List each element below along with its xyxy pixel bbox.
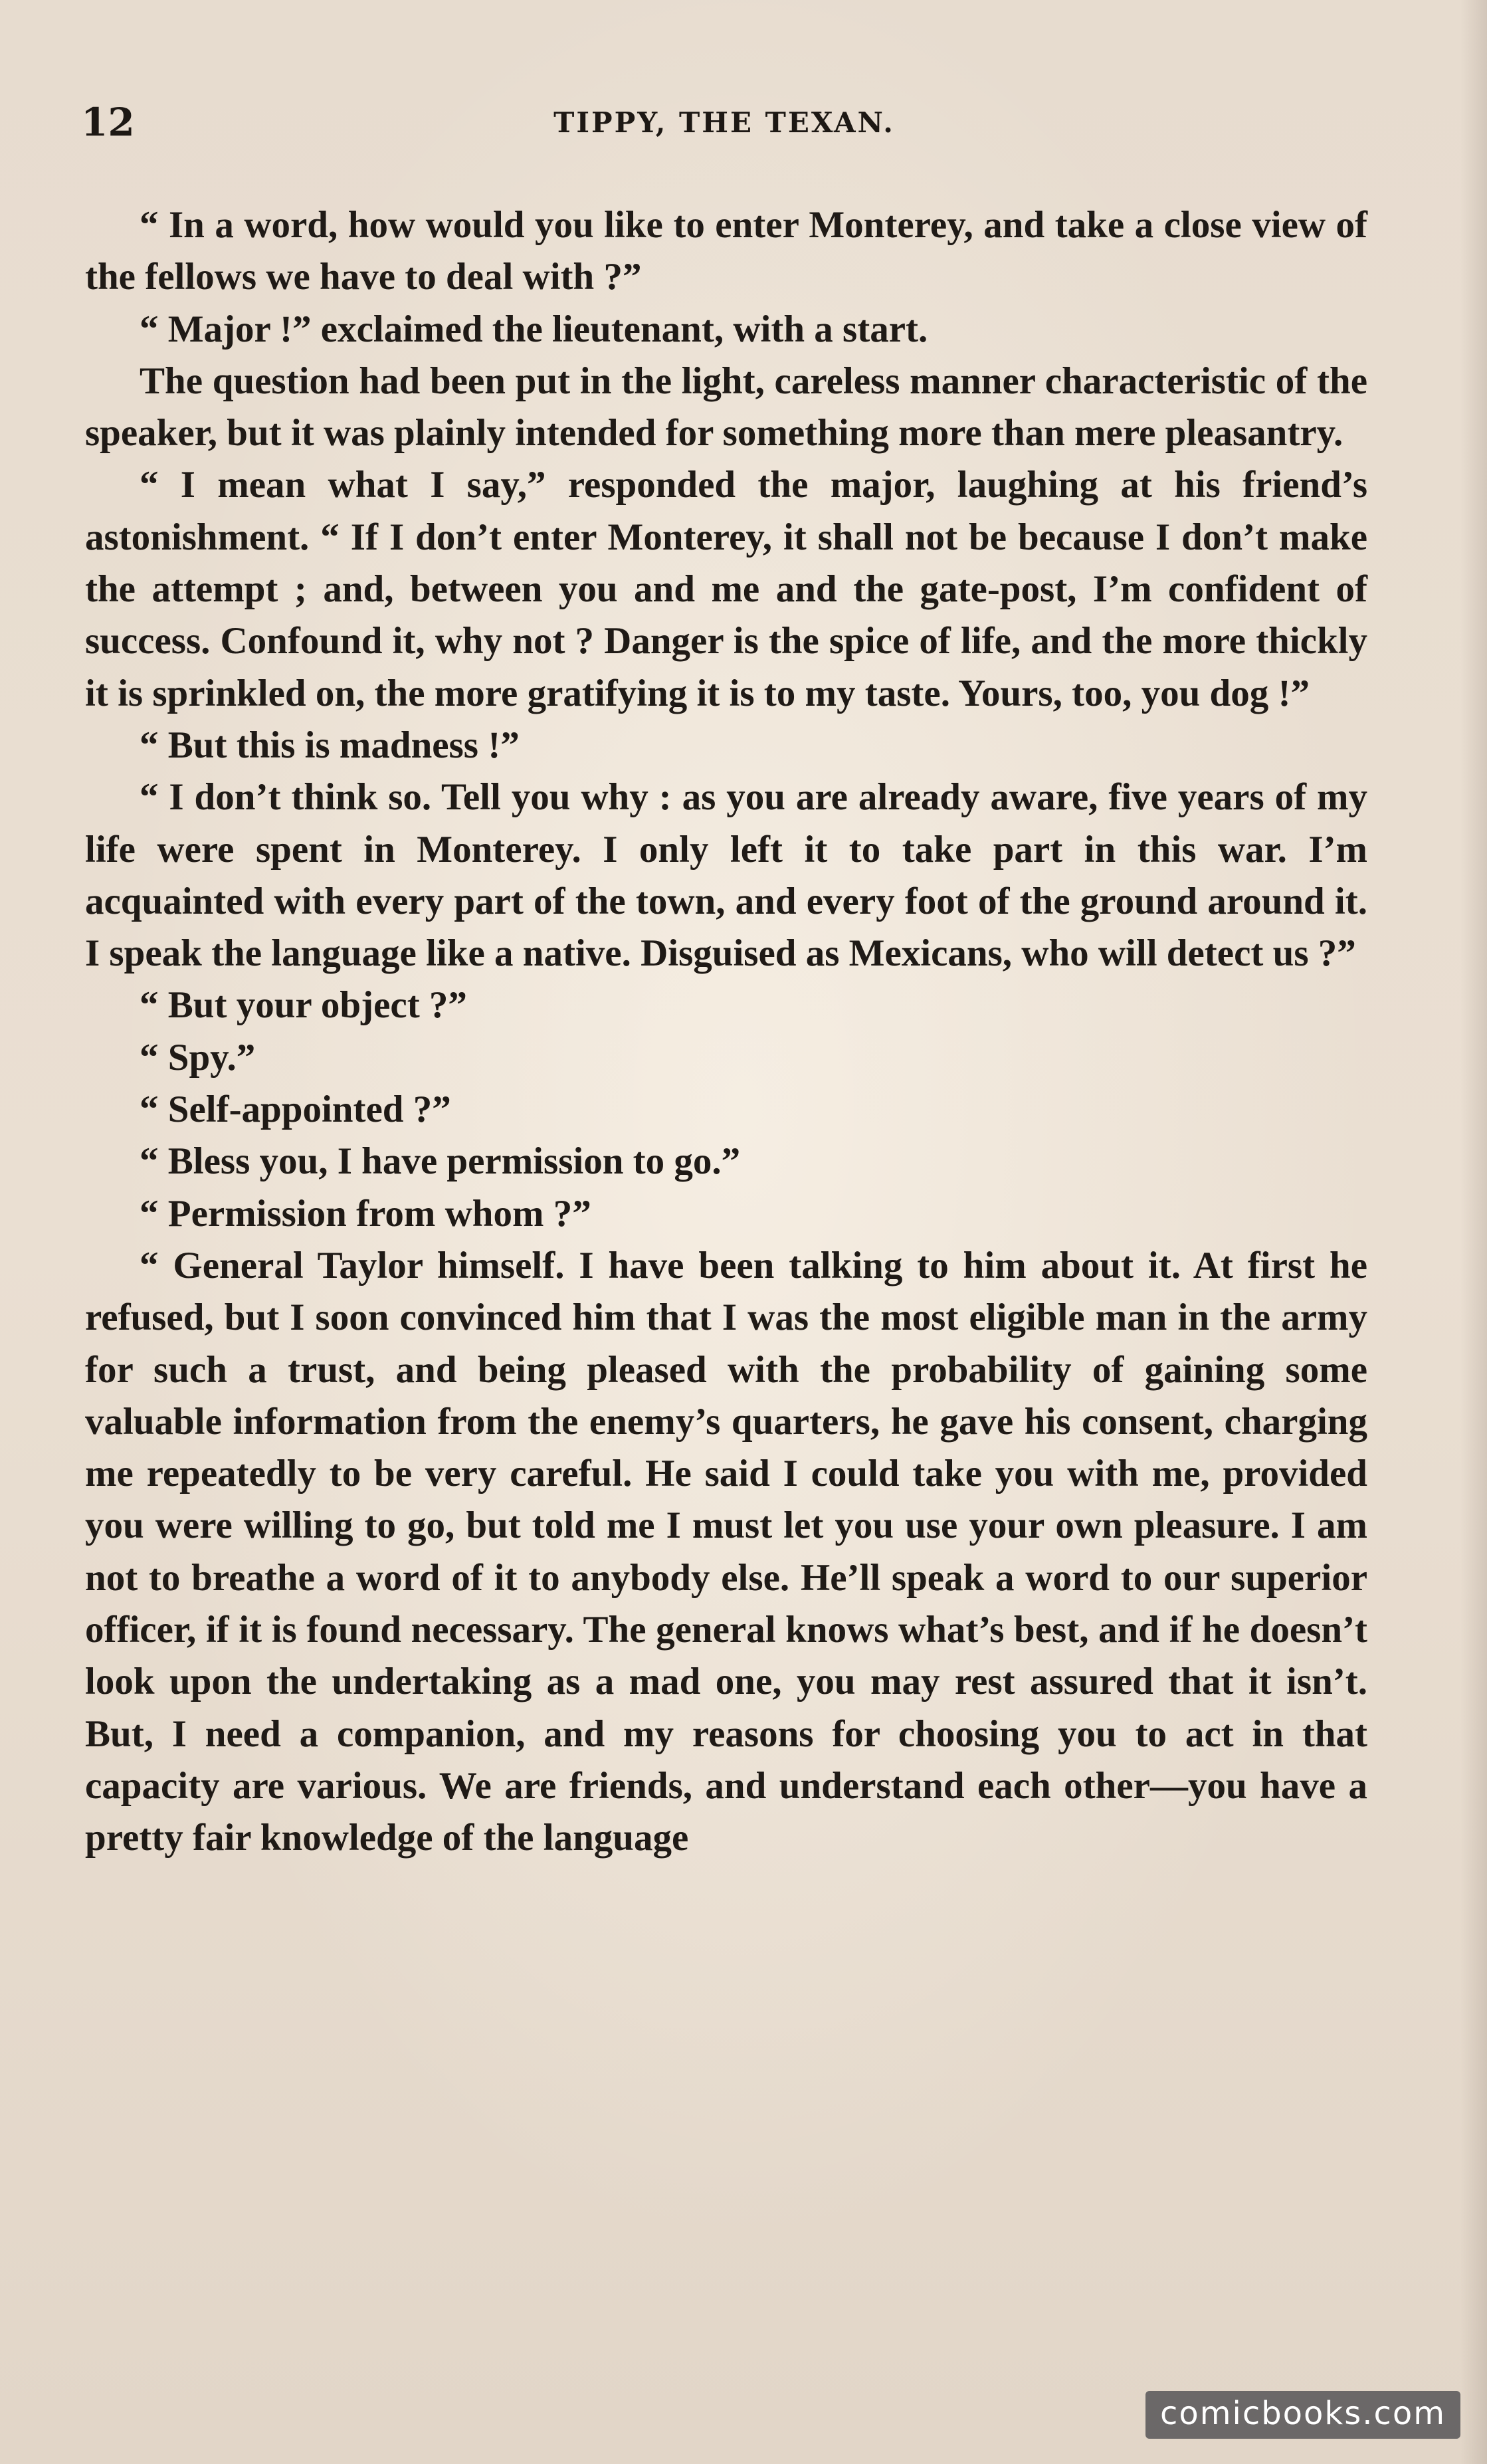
body-text xyxy=(85,199,1367,1865)
paragraph: “ Self-appointed ?” xyxy=(140,1088,451,1131)
paragraph: “ Major !” exclaimed the lieutenant, with a start. xyxy=(140,308,928,350)
paragraph: “ In a word, how would you like to enter Monterey, and take a close view of the fellows we have to deal with ?” xyxy=(85,204,1367,298)
running-head: TIPPY, THE TEXAN. xyxy=(553,106,895,139)
paragraph: “ I mean what I say,” responded the major, laughing at his friend’s astonishment. “ If I don’t enter Monterey, it shall not be because I don’t make the attempt ; and, between you and me and the gate-post, I’m confident of success. Confound it, why not ? Danger is the spice of life, and the more thickly it is sprinkled on, the more gratifying it is to my taste. Yours, too, you dog !” xyxy=(85,464,1367,714)
paragraph: “ Spy.” xyxy=(140,1036,256,1078)
page-header xyxy=(73,100,1375,153)
page-edge-shadow xyxy=(1460,0,1487,2464)
paragraph: “ But your object ?” xyxy=(140,984,467,1027)
page-number: 12 xyxy=(81,100,135,145)
paragraph: “ But this is madness !” xyxy=(140,724,520,766)
paragraph: “ I don’t think so. Tell you why : as you are already aware, five years of my life were spent in Monterey. I only left it to take part in this war. I’m acquainted with every part of the town, and every foot of the ground around it. I speak the language like a native. Disguised as Mexicans, who will detect us ?” xyxy=(85,776,1367,975)
paragraph: “ Bless you, I have permission to go.” xyxy=(140,1140,741,1183)
paragraph: “ Permission from whom ?” xyxy=(140,1192,591,1235)
watermark: comicbooks.com xyxy=(1145,2391,1460,2439)
paragraph: The question had been put in the light, careless manner characteristic of the speaker, but it was plainly intended for something more than mere pleasantry. xyxy=(85,359,1367,455)
paragraph: “ General Taylor himself. I have been talking to him about it. At first he refused, but I soon convinced him that I was the most eligible man in the army for such a trust, and being pleased with the probability of gaining some valuable information from the enemy’s quarters, he gave his consent, charging me repeatedly to be very careful. He said I could take you with me, provided you were willing to go, but told me I must let you use your own pleasure. I am not to breathe a word of it to anybody else. He’ll speak a word to our superior officer, if it is found necessary. The general knows what’s best, and if he doesn’t look upon the undertaking as a mad one, you may rest assured that it isn’t. But, I need a companion, and my reasons for choosing you to act in that capacity are various. We are friends, and understand each other—you have a pretty fair knowledge of the language xyxy=(85,1244,1367,1859)
